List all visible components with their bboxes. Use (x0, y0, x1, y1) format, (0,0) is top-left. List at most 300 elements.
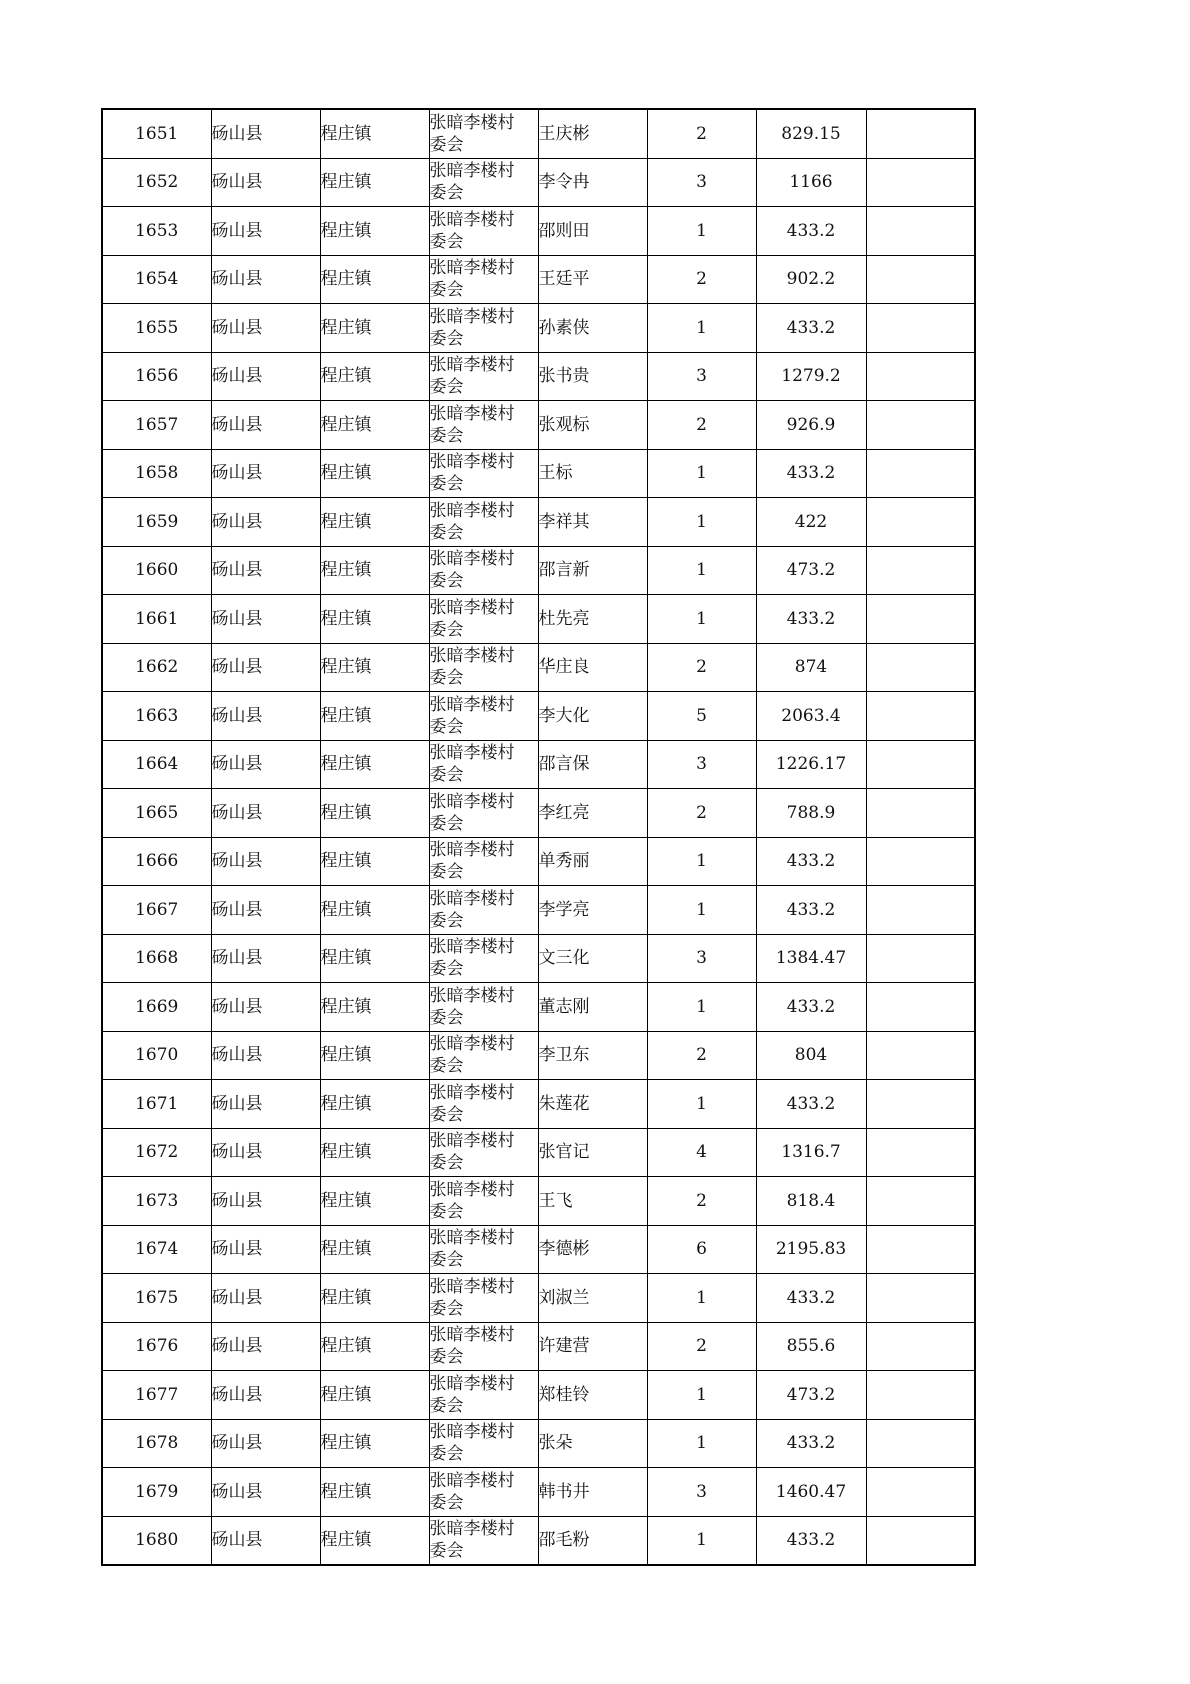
remarks-cell (866, 983, 975, 1032)
row-number-cell: 1661 (102, 595, 211, 644)
household-count-cell: 2 (647, 255, 756, 304)
remarks-cell (866, 1225, 975, 1274)
village-cell (429, 1177, 538, 1226)
village-cell (429, 837, 538, 886)
village-cell (429, 158, 538, 207)
household-count-cell: 6 (647, 1225, 756, 1274)
town-cell: 程庄镇 (320, 983, 429, 1032)
table-row (102, 1128, 975, 1177)
village-name-line2: 委会 (429, 1104, 464, 1125)
household-count-cell: 1 (647, 546, 756, 595)
village-name-line1: 张暗李楼村 (429, 694, 515, 715)
remarks-cell (866, 789, 975, 838)
village-name-line2: 委会 (429, 280, 464, 301)
village-name-line1: 张暗李楼村 (429, 743, 515, 764)
household-count-cell: 3 (647, 1468, 756, 1517)
household-count-cell: 1 (647, 983, 756, 1032)
row-number-cell: 1651 (102, 109, 211, 158)
remarks-cell (866, 595, 975, 644)
remarks-cell (866, 158, 975, 207)
amount-cell: 1279.2 (756, 352, 866, 401)
village-name-line2: 委会 (429, 1298, 464, 1319)
person-name-cell: 朱莲花 (538, 1080, 647, 1129)
remarks-cell (866, 352, 975, 401)
village-name-line2: 委会 (429, 134, 464, 155)
county-cell: 砀山县 (211, 1225, 320, 1274)
row-number-cell: 1662 (102, 643, 211, 692)
town-cell: 程庄镇 (320, 304, 429, 353)
amount-cell: 433.2 (756, 1516, 866, 1565)
row-number-cell: 1657 (102, 401, 211, 450)
county-cell: 砀山县 (211, 158, 320, 207)
village-name-line2: 委会 (429, 765, 464, 786)
household-count-cell: 1 (647, 886, 756, 935)
row-number-cell: 1652 (102, 158, 211, 207)
table-row (102, 983, 975, 1032)
village-name-line2: 委会 (429, 668, 464, 689)
row-number-cell: 1666 (102, 837, 211, 886)
person-name-cell: 李红亮 (538, 789, 647, 838)
county-cell: 砀山县 (211, 983, 320, 1032)
village-name-line1: 张暗李楼村 (429, 937, 515, 958)
amount-cell: 433.2 (756, 595, 866, 644)
village-cell (429, 692, 538, 741)
table-row (102, 449, 975, 498)
household-count-cell: 1 (647, 1371, 756, 1420)
village-name-line1: 张暗李楼村 (429, 840, 515, 861)
village-name-line2: 委会 (429, 474, 464, 495)
table-row (102, 789, 975, 838)
household-count-cell: 2 (647, 1322, 756, 1371)
roster-table (101, 108, 976, 1566)
village-name-line1: 张暗李楼村 (429, 1228, 515, 1249)
row-number-cell: 1670 (102, 1031, 211, 1080)
person-name-cell: 张官记 (538, 1128, 647, 1177)
town-cell: 程庄镇 (320, 1274, 429, 1323)
household-count-cell: 1 (647, 304, 756, 353)
village-name-line2: 委会 (429, 1395, 464, 1416)
town-cell: 程庄镇 (320, 837, 429, 886)
village-name-line2: 委会 (429, 1201, 464, 1222)
town-cell: 程庄镇 (320, 692, 429, 741)
county-cell: 砀山县 (211, 546, 320, 595)
row-number-cell: 1678 (102, 1419, 211, 1468)
person-name-cell: 王庆彬 (538, 109, 647, 158)
village-name-line2: 委会 (429, 1056, 464, 1077)
person-name-cell: 张书贵 (538, 352, 647, 401)
county-cell: 砀山县 (211, 789, 320, 838)
household-count-cell: 1 (647, 449, 756, 498)
remarks-cell (866, 934, 975, 983)
person-name-cell: 李卫东 (538, 1031, 647, 1080)
county-cell: 砀山县 (211, 498, 320, 547)
county-cell: 砀山县 (211, 449, 320, 498)
table-row (102, 401, 975, 450)
remarks-cell (866, 546, 975, 595)
person-name-cell: 许建营 (538, 1322, 647, 1371)
village-name-line1: 张暗李楼村 (429, 1082, 515, 1103)
town-cell: 程庄镇 (320, 886, 429, 935)
town-cell: 程庄镇 (320, 352, 429, 401)
village-name-line2: 委会 (429, 231, 464, 252)
household-count-cell: 2 (647, 109, 756, 158)
amount-cell: 433.2 (756, 304, 866, 353)
county-cell: 砀山县 (211, 401, 320, 450)
village-cell (429, 1274, 538, 1323)
row-number-cell: 1659 (102, 498, 211, 547)
village-cell (429, 1080, 538, 1129)
village-name-line1: 张暗李楼村 (429, 1422, 515, 1443)
village-cell (429, 255, 538, 304)
village-cell (429, 789, 538, 838)
town-cell: 程庄镇 (320, 401, 429, 450)
household-count-cell: 2 (647, 643, 756, 692)
town-cell: 程庄镇 (320, 1419, 429, 1468)
remarks-cell (866, 1468, 975, 1517)
table-row (102, 304, 975, 353)
table-row (102, 109, 975, 158)
village-cell (429, 401, 538, 450)
remarks-cell (866, 886, 975, 935)
amount-cell: 1460.47 (756, 1468, 866, 1517)
village-name-line1: 张暗李楼村 (429, 1034, 515, 1055)
village-cell (429, 1031, 538, 1080)
row-number-cell: 1664 (102, 740, 211, 789)
row-number-cell: 1672 (102, 1128, 211, 1177)
county-cell: 砀山县 (211, 837, 320, 886)
person-name-cell: 孙素侠 (538, 304, 647, 353)
village-cell (429, 1468, 538, 1517)
row-number-cell: 1676 (102, 1322, 211, 1371)
county-cell: 砀山县 (211, 207, 320, 256)
row-number-cell: 1679 (102, 1468, 211, 1517)
village-name-line1: 张暗李楼村 (429, 1519, 515, 1540)
person-name-cell: 王标 (538, 449, 647, 498)
village-name-line1: 张暗李楼村 (429, 1470, 515, 1491)
town-cell: 程庄镇 (320, 643, 429, 692)
town-cell: 程庄镇 (320, 1225, 429, 1274)
county-cell: 砀山县 (211, 1177, 320, 1226)
remarks-cell (866, 1080, 975, 1129)
remarks-cell (866, 255, 975, 304)
row-number-cell: 1653 (102, 207, 211, 256)
town-cell: 程庄镇 (320, 158, 429, 207)
village-cell (429, 934, 538, 983)
town-cell: 程庄镇 (320, 255, 429, 304)
amount-cell: 1226.17 (756, 740, 866, 789)
person-name-cell: 邵言新 (538, 546, 647, 595)
remarks-cell (866, 1322, 975, 1371)
village-name-line2: 委会 (429, 425, 464, 446)
village-name-line2: 委会 (429, 377, 464, 398)
village-name-line1: 张暗李楼村 (429, 597, 515, 618)
village-name-line2: 委会 (429, 959, 464, 980)
person-name-cell: 郑桂铃 (538, 1371, 647, 1420)
table-row (102, 207, 975, 256)
amount-cell: 433.2 (756, 1080, 866, 1129)
remarks-cell (866, 449, 975, 498)
table-row (102, 692, 975, 741)
table-row (102, 1468, 975, 1517)
household-count-cell: 2 (647, 401, 756, 450)
amount-cell: 818.4 (756, 1177, 866, 1226)
county-cell: 砀山县 (211, 595, 320, 644)
village-cell (429, 983, 538, 1032)
village-name-line2: 委会 (429, 1444, 464, 1465)
village-cell (429, 1128, 538, 1177)
village-name-line2: 委会 (429, 716, 464, 737)
row-number-cell: 1680 (102, 1516, 211, 1565)
county-cell: 砀山县 (211, 692, 320, 741)
row-number-cell: 1673 (102, 1177, 211, 1226)
county-cell: 砀山县 (211, 1419, 320, 1468)
household-count-cell: 1 (647, 595, 756, 644)
remarks-cell (866, 740, 975, 789)
county-cell: 砀山县 (211, 1031, 320, 1080)
amount-cell: 433.2 (756, 837, 866, 886)
village-cell (429, 595, 538, 644)
remarks-cell (866, 498, 975, 547)
county-cell: 砀山县 (211, 304, 320, 353)
county-cell: 砀山县 (211, 1468, 320, 1517)
town-cell: 程庄镇 (320, 1322, 429, 1371)
table-row (102, 1177, 975, 1226)
village-cell (429, 304, 538, 353)
person-name-cell: 李大化 (538, 692, 647, 741)
household-count-cell: 2 (647, 1177, 756, 1226)
person-name-cell: 邵言保 (538, 740, 647, 789)
row-number-cell: 1660 (102, 546, 211, 595)
amount-cell: 473.2 (756, 546, 866, 595)
town-cell: 程庄镇 (320, 740, 429, 789)
roster-body (102, 109, 975, 1565)
village-name-line2: 委会 (429, 619, 464, 640)
table-row (102, 740, 975, 789)
village-name-line1: 张暗李楼村 (429, 452, 515, 473)
village-name-line1: 张暗李楼村 (429, 355, 515, 376)
person-name-cell: 华庄良 (538, 643, 647, 692)
village-name-line2: 委会 (429, 1250, 464, 1271)
remarks-cell (866, 109, 975, 158)
village-cell (429, 1419, 538, 1468)
town-cell: 程庄镇 (320, 498, 429, 547)
village-name-line2: 委会 (429, 571, 464, 592)
county-cell: 砀山县 (211, 1516, 320, 1565)
remarks-cell (866, 837, 975, 886)
person-name-cell: 刘淑兰 (538, 1274, 647, 1323)
town-cell: 程庄镇 (320, 546, 429, 595)
household-count-cell: 2 (647, 1031, 756, 1080)
table-row (102, 595, 975, 644)
table-row (102, 1031, 975, 1080)
county-cell: 砀山县 (211, 1371, 320, 1420)
person-name-cell: 王飞 (538, 1177, 647, 1226)
village-name-line1: 张暗李楼村 (429, 161, 515, 182)
amount-cell: 433.2 (756, 207, 866, 256)
person-name-cell: 李令冉 (538, 158, 647, 207)
amount-cell: 926.9 (756, 401, 866, 450)
village-name-line1: 张暗李楼村 (429, 549, 515, 570)
remarks-cell (866, 401, 975, 450)
village-name-line2: 委会 (429, 1007, 464, 1028)
table-row (102, 1322, 975, 1371)
person-name-cell: 单秀丽 (538, 837, 647, 886)
village-cell (429, 207, 538, 256)
remarks-cell (866, 1031, 975, 1080)
amount-cell: 902.2 (756, 255, 866, 304)
person-name-cell: 邵毛粉 (538, 1516, 647, 1565)
village-name-line2: 委会 (429, 862, 464, 883)
table-row (102, 934, 975, 983)
remarks-cell (866, 304, 975, 353)
person-name-cell: 李祥其 (538, 498, 647, 547)
town-cell: 程庄镇 (320, 1371, 429, 1420)
table-row (102, 886, 975, 935)
village-name-line1: 张暗李楼村 (429, 258, 515, 279)
remarks-cell (866, 692, 975, 741)
village-name-line1: 张暗李楼村 (429, 112, 515, 133)
county-cell: 砀山县 (211, 934, 320, 983)
village-name-line2: 委会 (429, 1541, 464, 1562)
amount-cell: 874 (756, 643, 866, 692)
person-name-cell: 李学亮 (538, 886, 647, 935)
row-number-cell: 1667 (102, 886, 211, 935)
village-cell (429, 886, 538, 935)
village-name-line1: 张暗李楼村 (429, 791, 515, 812)
village-name-line1: 张暗李楼村 (429, 646, 515, 667)
village-name-line1: 张暗李楼村 (429, 306, 515, 327)
household-count-cell: 1 (647, 498, 756, 547)
household-count-cell: 2 (647, 789, 756, 838)
remarks-cell (866, 1128, 975, 1177)
town-cell: 程庄镇 (320, 449, 429, 498)
table-row (102, 643, 975, 692)
village-cell (429, 1225, 538, 1274)
table-row (102, 352, 975, 401)
remarks-cell (866, 207, 975, 256)
amount-cell: 433.2 (756, 449, 866, 498)
village-cell (429, 546, 538, 595)
table-row (102, 1419, 975, 1468)
county-cell: 砀山县 (211, 1322, 320, 1371)
town-cell: 程庄镇 (320, 1177, 429, 1226)
household-count-cell: 1 (647, 837, 756, 886)
village-cell (429, 449, 538, 498)
row-number-cell: 1669 (102, 983, 211, 1032)
person-name-cell: 董志刚 (538, 983, 647, 1032)
household-count-cell: 3 (647, 352, 756, 401)
village-cell (429, 352, 538, 401)
row-number-cell: 1671 (102, 1080, 211, 1129)
remarks-cell (866, 643, 975, 692)
row-number-cell: 1655 (102, 304, 211, 353)
household-count-cell: 3 (647, 158, 756, 207)
village-cell (429, 1322, 538, 1371)
remarks-cell (866, 1516, 975, 1565)
row-number-cell: 1665 (102, 789, 211, 838)
table-row (102, 546, 975, 595)
remarks-cell (866, 1371, 975, 1420)
person-name-cell: 韩书井 (538, 1468, 647, 1517)
table-row (102, 1371, 975, 1420)
village-cell (429, 498, 538, 547)
county-cell: 砀山县 (211, 886, 320, 935)
village-name-line2: 委会 (429, 522, 464, 543)
amount-cell: 1166 (756, 158, 866, 207)
county-cell: 砀山县 (211, 1128, 320, 1177)
amount-cell: 855.6 (756, 1322, 866, 1371)
village-name-line2: 委会 (429, 813, 464, 834)
person-name-cell: 李德彬 (538, 1225, 647, 1274)
table-row (102, 1225, 975, 1274)
table-row (102, 837, 975, 886)
village-cell (429, 643, 538, 692)
village-name-line2: 委会 (429, 910, 464, 931)
amount-cell: 433.2 (756, 1274, 866, 1323)
town-cell: 程庄镇 (320, 207, 429, 256)
row-number-cell: 1675 (102, 1274, 211, 1323)
village-name-line1: 张暗李楼村 (429, 1373, 515, 1394)
county-cell: 砀山县 (211, 109, 320, 158)
town-cell: 程庄镇 (320, 934, 429, 983)
amount-cell: 433.2 (756, 886, 866, 935)
town-cell: 程庄镇 (320, 1031, 429, 1080)
household-count-cell: 1 (647, 207, 756, 256)
village-name-line1: 张暗李楼村 (429, 500, 515, 521)
table-row (102, 158, 975, 207)
village-name-line1: 张暗李楼村 (429, 1179, 515, 1200)
village-name-line1: 张暗李楼村 (429, 1276, 515, 1297)
household-count-cell: 4 (647, 1128, 756, 1177)
county-cell: 砀山县 (211, 643, 320, 692)
amount-cell: 433.2 (756, 1419, 866, 1468)
county-cell: 砀山县 (211, 255, 320, 304)
person-name-cell: 王廷平 (538, 255, 647, 304)
village-name-line1: 张暗李楼村 (429, 1131, 515, 1152)
town-cell: 程庄镇 (320, 1516, 429, 1565)
household-count-cell: 3 (647, 934, 756, 983)
table-row (102, 255, 975, 304)
county-cell: 砀山县 (211, 1274, 320, 1323)
amount-cell: 433.2 (756, 983, 866, 1032)
amount-cell: 2063.4 (756, 692, 866, 741)
amount-cell: 422 (756, 498, 866, 547)
household-count-cell: 3 (647, 740, 756, 789)
amount-cell: 1384.47 (756, 934, 866, 983)
household-count-cell: 1 (647, 1516, 756, 1565)
household-count-cell: 1 (647, 1419, 756, 1468)
village-name-line1: 张暗李楼村 (429, 888, 515, 909)
person-name-cell: 杜先亮 (538, 595, 647, 644)
table-row (102, 1080, 975, 1129)
town-cell: 程庄镇 (320, 1468, 429, 1517)
table-row (102, 1516, 975, 1565)
person-name-cell: 邵则田 (538, 207, 647, 256)
amount-cell: 788.9 (756, 789, 866, 838)
household-count-cell: 5 (647, 692, 756, 741)
village-name-line1: 张暗李楼村 (429, 1325, 515, 1346)
row-number-cell: 1654 (102, 255, 211, 304)
village-cell (429, 740, 538, 789)
village-name-line2: 委会 (429, 1347, 464, 1368)
village-name-line2: 委会 (429, 328, 464, 349)
village-name-line2: 委会 (429, 183, 464, 204)
amount-cell: 2195.83 (756, 1225, 866, 1274)
household-count-cell: 1 (647, 1274, 756, 1323)
amount-cell: 1316.7 (756, 1128, 866, 1177)
county-cell: 砀山县 (211, 1080, 320, 1129)
town-cell: 程庄镇 (320, 109, 429, 158)
